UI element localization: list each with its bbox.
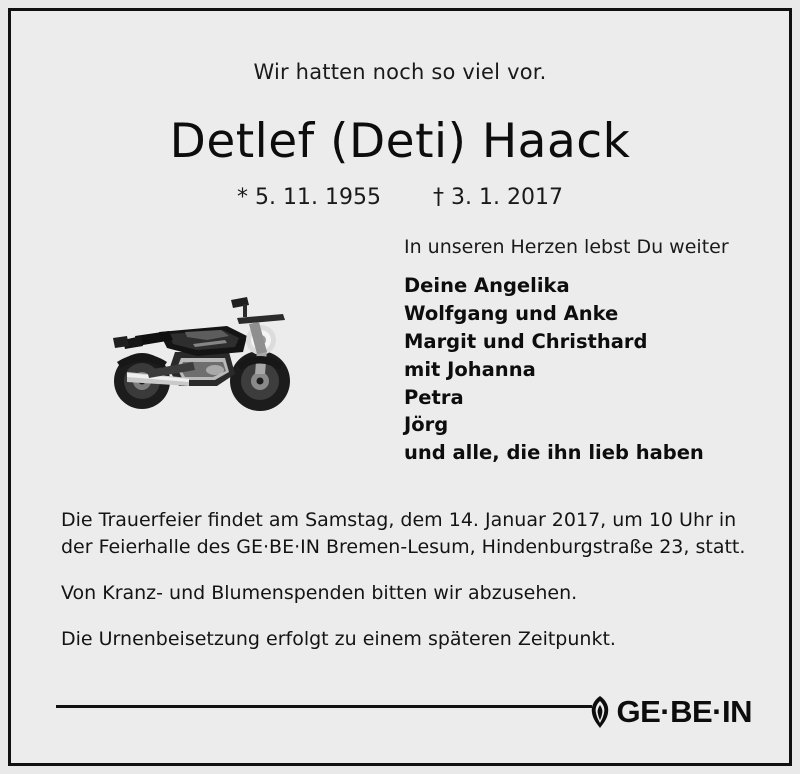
motorcycle-photo	[97, 274, 317, 424]
logo-text: GE·BE·IN	[616, 694, 752, 729]
family-line: Deine Angelika	[404, 274, 570, 297]
family-line: Wolfgang und Anke	[404, 301, 619, 325]
family-line: Jörg	[404, 413, 449, 437]
logo-mark-icon	[589, 695, 611, 729]
urn-paragraph: Die Urnenbeisetzung erfolgt zu einem späteren Zeitpunkt.	[61, 627, 616, 650]
life-dates	[22, 185, 778, 210]
gebein-logo	[589, 694, 753, 730]
deceased-name: Detlef (Deti) Haack	[169, 114, 631, 169]
birth-date: * 5. 11. 1955	[237, 185, 381, 210]
death-date: † 3. 1. 2017	[433, 185, 563, 210]
footer-divider	[56, 705, 592, 708]
service-details	[22, 507, 778, 653]
headline: Wir hatten noch so viel vor.	[253, 60, 547, 84]
family-line: mit Johanna	[404, 357, 536, 381]
family-line: und alle, die ihn lieb haben	[404, 441, 704, 465]
middle-section	[22, 236, 778, 501]
notice-border	[8, 8, 792, 766]
dedication-line: In unseren Herzen lebst Du weiter	[404, 236, 729, 258]
dedication-block	[404, 236, 768, 467]
family-line: Petra	[404, 385, 464, 409]
notice-content	[22, 22, 778, 752]
service-paragraph: Die Trauerfeier findet am Samstag, dem 14. Januar 2017, um 10 Uhr in der Feierhalle des GE·BE·IN Bremen-Lesum, Hindenburgstraße 23, statt.	[61, 509, 746, 558]
family-line: Margit und Christhard	[404, 329, 648, 353]
flowers-paragraph: Von Kranz- und Blumenspenden bitten wir abzusehen.	[61, 581, 578, 604]
